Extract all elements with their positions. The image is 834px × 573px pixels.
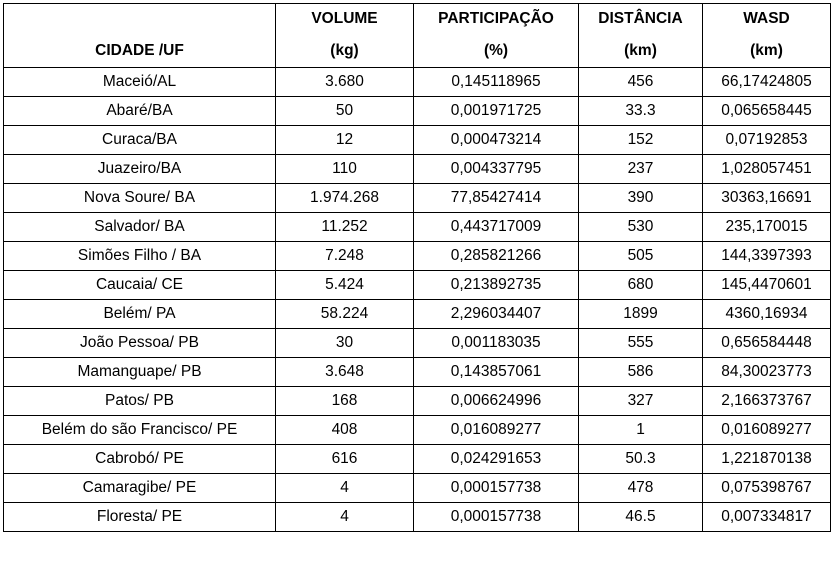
table-row xyxy=(4,329,831,358)
cell-cidade: João Pessoa/ PB xyxy=(4,329,276,358)
cell-distancia: 680 xyxy=(579,271,703,300)
table-row xyxy=(4,503,831,532)
table-row xyxy=(4,184,831,213)
header-distancia: DISTÂNCIA xyxy=(579,4,703,35)
table-row xyxy=(4,416,831,445)
cell-wasd: 1,221870138 xyxy=(703,445,831,474)
table-row xyxy=(4,474,831,503)
cell-cidade: Mamanguape/ PB xyxy=(4,358,276,387)
cell-distancia: 586 xyxy=(579,358,703,387)
cell-distancia: 530 xyxy=(579,213,703,242)
header-wasd: WASD xyxy=(703,4,831,35)
cell-cidade: Cabrobó/ PE xyxy=(4,445,276,474)
table-body xyxy=(4,68,831,532)
cell-cidade: Simões Filho / BA xyxy=(4,242,276,271)
cell-volume: 1.974.268 xyxy=(276,184,414,213)
cell-cidade: Juazeiro/BA xyxy=(4,155,276,184)
cell-participacao: 0,024291653 xyxy=(414,445,579,474)
cell-volume: 5.424 xyxy=(276,271,414,300)
cell-wasd: 0,007334817 xyxy=(703,503,831,532)
table-row xyxy=(4,155,831,184)
cell-participacao: 0,443717009 xyxy=(414,213,579,242)
cell-wasd: 0,075398767 xyxy=(703,474,831,503)
cell-volume: 168 xyxy=(276,387,414,416)
cell-volume: 110 xyxy=(276,155,414,184)
table-header xyxy=(4,4,831,68)
cell-wasd: 0,656584448 xyxy=(703,329,831,358)
cell-distancia: 50.3 xyxy=(579,445,703,474)
cell-participacao: 77,85427414 xyxy=(414,184,579,213)
header-cidade-uf: CIDADE /UF xyxy=(4,34,276,68)
table-row xyxy=(4,126,831,155)
header-distancia-unit: (km) xyxy=(579,34,703,68)
cell-cidade: Belém do são Francisco/ PE xyxy=(4,416,276,445)
cell-volume: 408 xyxy=(276,416,414,445)
cell-wasd: 235,170015 xyxy=(703,213,831,242)
cell-volume: 4 xyxy=(276,474,414,503)
cell-distancia: 390 xyxy=(579,184,703,213)
cell-volume: 30 xyxy=(276,329,414,358)
cell-participacao: 0,016089277 xyxy=(414,416,579,445)
cell-participacao: 0,001971725 xyxy=(414,97,579,126)
table-row xyxy=(4,300,831,329)
cell-volume: 616 xyxy=(276,445,414,474)
cell-distancia: 1 xyxy=(579,416,703,445)
data-table xyxy=(3,3,831,532)
cell-cidade: Nova Soure/ BA xyxy=(4,184,276,213)
cell-wasd: 30363,16691 xyxy=(703,184,831,213)
cell-volume: 4 xyxy=(276,503,414,532)
cell-wasd: 0,07192853 xyxy=(703,126,831,155)
cell-distancia: 327 xyxy=(579,387,703,416)
cell-cidade: Salvador/ BA xyxy=(4,213,276,242)
cell-wasd: 144,3397393 xyxy=(703,242,831,271)
cell-volume: 58.224 xyxy=(276,300,414,329)
cell-wasd: 2,166373767 xyxy=(703,387,831,416)
cell-cidade: Maceió/AL xyxy=(4,68,276,97)
cell-participacao: 0,000157738 xyxy=(414,503,579,532)
cell-distancia: 152 xyxy=(579,126,703,155)
cell-wasd: 1,028057451 xyxy=(703,155,831,184)
header-row-2 xyxy=(4,34,831,68)
table-row xyxy=(4,97,831,126)
cell-distancia: 46.5 xyxy=(579,503,703,532)
cell-wasd: 0,016089277 xyxy=(703,416,831,445)
cell-volume: 11.252 xyxy=(276,213,414,242)
cell-distancia: 1899 xyxy=(579,300,703,329)
table-row xyxy=(4,213,831,242)
table-row xyxy=(4,271,831,300)
table-row xyxy=(4,68,831,97)
cell-cidade: Caucaia/ CE xyxy=(4,271,276,300)
cell-wasd: 0,065658445 xyxy=(703,97,831,126)
cell-participacao: 0,145118965 xyxy=(414,68,579,97)
table-row xyxy=(4,445,831,474)
cell-participacao: 2,296034407 xyxy=(414,300,579,329)
cell-cidade: Belém/ PA xyxy=(4,300,276,329)
cell-participacao: 0,000473214 xyxy=(414,126,579,155)
cell-participacao: 0,285821266 xyxy=(414,242,579,271)
cell-volume: 7.248 xyxy=(276,242,414,271)
cell-volume: 50 xyxy=(276,97,414,126)
header-wasd-unit: (km) xyxy=(703,34,831,68)
cell-cidade: Patos/ PB xyxy=(4,387,276,416)
header-row-1 xyxy=(4,4,831,35)
cell-wasd: 4360,16934 xyxy=(703,300,831,329)
header-participacao: PARTICIPAÇÃO xyxy=(414,4,579,35)
cell-participacao: 0,004337795 xyxy=(414,155,579,184)
cell-distancia: 505 xyxy=(579,242,703,271)
cell-participacao: 0,001183035 xyxy=(414,329,579,358)
cell-volume: 3.680 xyxy=(276,68,414,97)
cell-participacao: 0,213892735 xyxy=(414,271,579,300)
cell-cidade: Abaré/BA xyxy=(4,97,276,126)
cell-wasd: 145,4470601 xyxy=(703,271,831,300)
cell-cidade: Camaragibe/ PE xyxy=(4,474,276,503)
table-container xyxy=(3,3,831,532)
cell-distancia: 237 xyxy=(579,155,703,184)
header-volume: VOLUME xyxy=(276,4,414,35)
header-volume-unit: (kg) xyxy=(276,34,414,68)
cell-distancia: 33.3 xyxy=(579,97,703,126)
cell-cidade: Floresta/ PE xyxy=(4,503,276,532)
cell-cidade: Curaca/BA xyxy=(4,126,276,155)
header-participacao-unit: (%) xyxy=(414,34,579,68)
cell-wasd: 66,17424805 xyxy=(703,68,831,97)
cell-distancia: 478 xyxy=(579,474,703,503)
table-row xyxy=(4,387,831,416)
cell-participacao: 0,143857061 xyxy=(414,358,579,387)
cell-volume: 12 xyxy=(276,126,414,155)
table-row xyxy=(4,242,831,271)
cell-participacao: 0,006624996 xyxy=(414,387,579,416)
cell-wasd: 84,30023773 xyxy=(703,358,831,387)
header-cidade-top xyxy=(4,4,276,35)
cell-distancia: 456 xyxy=(579,68,703,97)
cell-volume: 3.648 xyxy=(276,358,414,387)
table-row xyxy=(4,358,831,387)
cell-participacao: 0,000157738 xyxy=(414,474,579,503)
cell-distancia: 555 xyxy=(579,329,703,358)
